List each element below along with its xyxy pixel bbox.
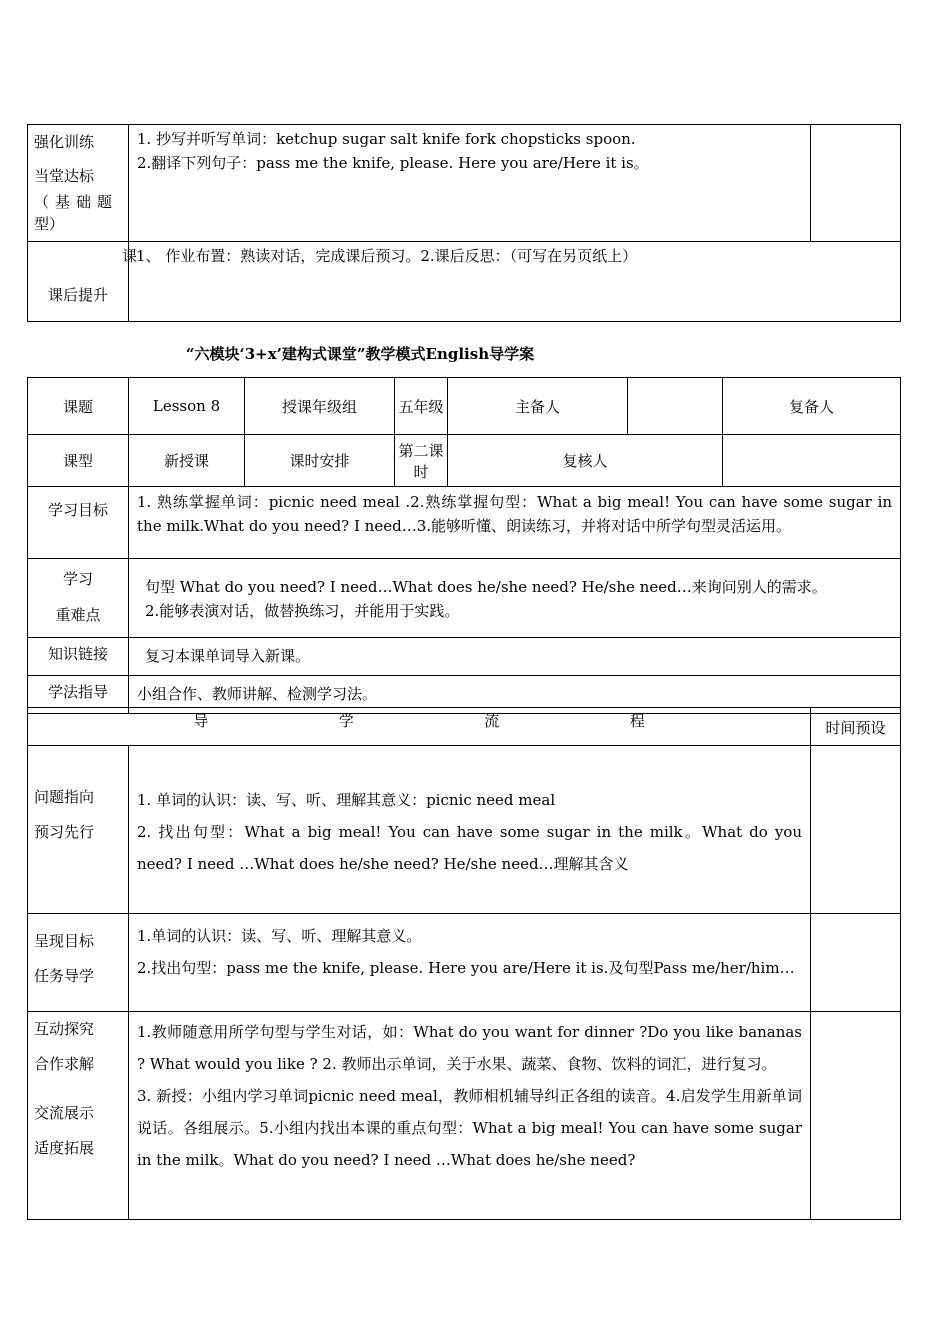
training-label (28, 125, 129, 242)
label-line: 预习先行 (34, 823, 95, 841)
section1-time-cell (811, 746, 901, 914)
link-label (28, 638, 129, 676)
flow-title (28, 708, 810, 734)
label-text: 学习目标 (47, 501, 108, 519)
lesson-type-value: 新授课 (129, 435, 245, 487)
content-line: 1. 单词的认识：读、写、听、理解其意义：picnic need meal (137, 791, 556, 809)
label-line: （基础题 (34, 193, 119, 211)
key-content (129, 559, 901, 638)
goal-label (28, 487, 129, 559)
after-class-label (28, 242, 129, 322)
grade-label: 授课年级组 (245, 378, 395, 435)
content-line: 句型 What do you need? I need…What does he/she need? He/she need…来询问别人的需求。 (145, 578, 827, 596)
section3-time-cell (811, 1012, 901, 1220)
content-line: 小组合作、教师讲解、检测学习法。 (137, 685, 378, 703)
flow-header (28, 708, 811, 746)
section3-label (28, 1012, 129, 1220)
flow-char: 程 (629, 712, 645, 730)
lesson-type-label: 课型 (28, 435, 129, 487)
section2-label (28, 914, 129, 1012)
content-line: 2.找出句型：pass me the knife, please. Here you are/Here it is.及句型Pass me/her/him… (137, 959, 795, 977)
grade-value: 五年级 (395, 378, 448, 435)
label-line: 问题指向 (34, 788, 95, 806)
label-text: 课后提升 (47, 285, 108, 304)
label-line: 任务导学 (34, 967, 95, 985)
reviewer-value (723, 435, 901, 487)
content-line: 复习本课单词导入新课。 (145, 647, 311, 665)
label-text: 学法指导 (47, 683, 108, 701)
schedule-value: 第二课时 (395, 435, 448, 487)
label-line: 强化训练 (34, 133, 95, 151)
training-time-cell (811, 125, 901, 242)
topic-value: Lesson 8 (129, 378, 245, 435)
content-line: 1.单词的认识：读、写、听、理解其意义。 (137, 927, 422, 945)
co-preparer-label: 复备人 (723, 378, 901, 435)
flow-table (27, 707, 901, 1220)
label-spacer (34, 1082, 122, 1096)
label-line: 适度拓展 (34, 1139, 95, 1157)
content-line: 1. 抄写并听写单词：ketchup sugar salt knife fork chopsticks spoon. (137, 130, 636, 148)
content-line: 2.能够表演对话，做替换练习，并能用于实践。 (145, 602, 460, 620)
label-line: 重难点 (55, 606, 101, 624)
section3-content (129, 1012, 811, 1220)
section1-label (28, 746, 129, 914)
goal-content (129, 487, 901, 559)
prefix-char: 课 (122, 247, 138, 265)
label-line: 型） (34, 215, 65, 233)
label-line: 呈现目标 (34, 932, 95, 950)
flow-char: 流 (484, 712, 500, 730)
content-line: 3. 新授：小组内学习单词picnic need meal，教师相机辅导纠正各组的读音。4.启发学生用新单词说话。各组展示。5.小组内找出本课的重点句型：What a big meal! You can have some sugar in the milk。What do you need? I need …What does he/she need? (137, 1087, 802, 1169)
topic-label: 课题 (28, 378, 129, 435)
label-line: 当堂达标 (34, 167, 95, 185)
time-label: 时间预设 (811, 708, 901, 746)
label-line: 学习 (62, 570, 93, 588)
label-line: 合作求解 (34, 1055, 95, 1073)
section1-content (129, 746, 811, 914)
training-content (129, 125, 811, 242)
label-line: 互动探究 (34, 1020, 95, 1038)
top-table (27, 124, 901, 322)
after-class-content (122, 242, 901, 322)
label-text: 知识链接 (47, 645, 108, 663)
link-content (129, 638, 901, 676)
flow-char: 学 (338, 712, 354, 730)
section2-content (129, 914, 811, 1012)
content-line: 1.教师随意用所学句型与学生对话，如：What do you want for dinner ?Do you like bananas ? What would you like ? 2. 教师出示单词，关于水果、蔬菜、食物、饮料的词汇，进行复习。 (137, 1023, 802, 1073)
main-preparer-value (628, 378, 723, 435)
content-line: 1、 作业布置：熟读对话，完成课后预习。2.课后反思：（可写在另页纸上） (136, 247, 638, 265)
label-line: 交流展示 (34, 1104, 95, 1122)
schedule-label: 课时安排 (245, 435, 395, 487)
document-title: “六模块‘3+x’建构式课堂”教学模式English导学案 (185, 345, 535, 363)
content-line: 2.翻译下列句子：pass me the knife, please. Here you are/Here it is。 (137, 154, 649, 172)
content-line: 1. 熟练掌握单词：picnic need meal .2.熟练掌握句型：What a big meal! You can have some sugar in the milk.What do you need? I need…3.能够听懂、朗读练习，并将对话中所学句型灵活运用。 (137, 493, 893, 535)
reviewer-label: 复核人 (448, 435, 723, 487)
content-line: 2. 找出句型：What a big meal! You can have some sugar in the milk。What do you need? I need …What does he/she need? He/she need…理解其含义 (137, 823, 802, 873)
flow-char: 导 (193, 712, 209, 730)
main-preparer-label: 主备人 (448, 378, 628, 435)
key-label (28, 559, 129, 638)
section2-time-cell (811, 914, 901, 1012)
info-table (27, 377, 901, 714)
